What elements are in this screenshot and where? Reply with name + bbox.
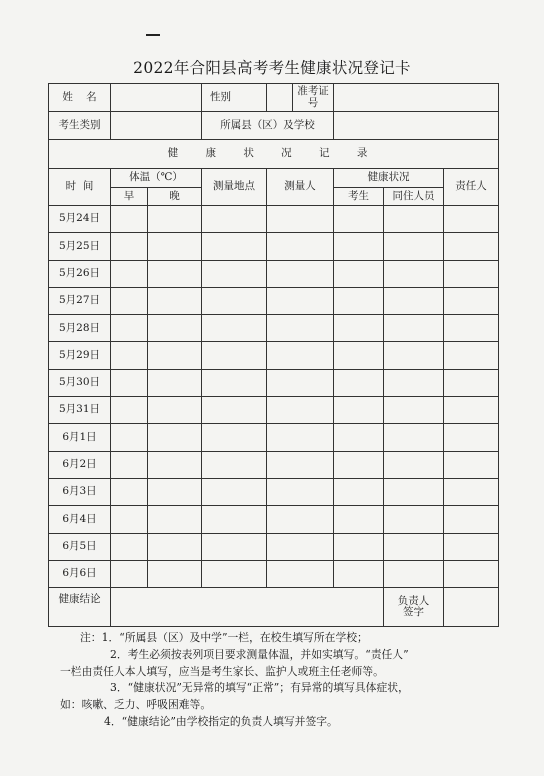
table-row (49, 206, 499, 233)
evening-temp-cell[interactable] (148, 287, 202, 314)
measurer-cell[interactable] (267, 533, 334, 560)
morning-temp-cell[interactable] (111, 397, 148, 424)
location-cell[interactable] (202, 397, 267, 424)
examinee-health-cell[interactable] (334, 451, 384, 478)
date-cell: 5月24日 (49, 206, 111, 233)
evening-header: 晚 (148, 188, 202, 206)
evening-temp-cell[interactable] (148, 560, 202, 587)
note-1: 注：1．“所属县（区）及中学”一栏，在校生填写所在学校； (80, 631, 368, 644)
stray-mark (146, 34, 160, 36)
table-row (49, 287, 499, 314)
location-cell[interactable] (202, 478, 267, 505)
cohabitant-health-cell[interactable] (384, 260, 444, 287)
morning-temp-cell[interactable] (111, 260, 148, 287)
date-cell: 5月27日 (49, 287, 111, 314)
name-field[interactable] (111, 84, 202, 112)
morning-temp-cell[interactable] (111, 342, 148, 369)
morning-temp-cell[interactable] (111, 369, 148, 396)
examinee-header: 考生 (334, 188, 384, 206)
row-name (49, 84, 499, 112)
county-school-label: 所属县（区）及学校 (202, 112, 334, 140)
record-title: 健 康 状 况 记 录 (49, 140, 499, 169)
time-header: 时 间 (49, 169, 111, 206)
table-row (49, 315, 499, 342)
measurer-cell[interactable] (267, 397, 334, 424)
date-cell: 6月5日 (49, 533, 111, 560)
page-title: 2022年合阳县高考考生健康状况登记卡 (133, 59, 411, 77)
cohabitant-health-cell[interactable] (384, 342, 444, 369)
cohabitant-health-cell[interactable] (384, 233, 444, 260)
responsible-header: 责任人 (444, 169, 499, 206)
table-row (49, 424, 499, 451)
cohabitant-health-cell[interactable] (384, 424, 444, 451)
responsible-cell[interactable] (444, 451, 499, 478)
responsible-cell[interactable] (444, 287, 499, 314)
examinee-health-cell[interactable] (334, 206, 384, 233)
examinee-health-cell[interactable] (334, 397, 384, 424)
table-row (49, 342, 499, 369)
location-cell[interactable] (202, 342, 267, 369)
table-row (49, 369, 499, 396)
measurer-cell[interactable] (267, 424, 334, 451)
responsible-cell[interactable] (444, 369, 499, 396)
date-cell: 5月29日 (49, 342, 111, 369)
row-category (49, 112, 499, 140)
exam-no-label: 准考证号 (297, 84, 329, 109)
note-2: 2．考生必须按表列项目要求测量体温，并如实填写。“责任人” (110, 647, 409, 661)
table-row (49, 478, 499, 505)
location-cell[interactable] (202, 451, 267, 478)
row-conclusion (49, 588, 499, 627)
conclusion-field[interactable] (111, 588, 384, 627)
table-row (49, 451, 499, 478)
examinee-health-cell[interactable] (334, 315, 384, 342)
signature-field[interactable] (444, 588, 499, 627)
date-cell: 5月31日 (49, 397, 111, 424)
evening-temp-cell[interactable] (148, 315, 202, 342)
date-cell: 5月28日 (49, 315, 111, 342)
date-cell: 6月4日 (49, 506, 111, 533)
table-row (49, 260, 499, 287)
cohabitant-health-cell[interactable] (384, 506, 444, 533)
health-registration-table (48, 83, 499, 627)
row-record-title (49, 140, 499, 169)
morning-temp-cell[interactable] (111, 424, 148, 451)
temperature-header: 体温（℃） (111, 169, 202, 188)
table-row (49, 233, 499, 260)
location-header: 测量地点 (202, 169, 267, 206)
evening-temp-cell[interactable] (148, 206, 202, 233)
measurer-cell[interactable] (267, 369, 334, 396)
measurer-cell[interactable] (267, 451, 334, 478)
gender-label: 性别 (202, 84, 267, 112)
location-cell[interactable] (202, 315, 267, 342)
cohabitant-health-cell[interactable] (384, 315, 444, 342)
note-4: 4．“健康结论”由学校指定的负责人填写并签字。 (104, 714, 338, 728)
evening-temp-cell[interactable] (148, 451, 202, 478)
responsible-cell[interactable] (444, 315, 499, 342)
evening-temp-cell[interactable] (148, 233, 202, 260)
signer-label: 负责人 签字 (384, 588, 444, 627)
location-cell[interactable] (202, 424, 267, 451)
location-cell[interactable] (202, 369, 267, 396)
note-3: 3．“健康状况”无异常的填写“正常”；有异常的填写具体症状， (110, 681, 409, 695)
evening-temp-cell[interactable] (148, 506, 202, 533)
measurer-cell[interactable] (267, 560, 334, 587)
examinee-health-cell[interactable] (334, 287, 384, 314)
examinee-health-cell[interactable] (334, 260, 384, 287)
responsible-cell[interactable] (444, 233, 499, 260)
cohabitant-health-cell[interactable] (384, 397, 444, 424)
measurer-cell[interactable] (267, 287, 334, 314)
location-cell[interactable] (202, 506, 267, 533)
examinee-health-cell[interactable] (334, 478, 384, 505)
cohabitant-health-cell[interactable] (384, 451, 444, 478)
health-header: 健康状况 (334, 169, 444, 188)
date-cell: 6月2日 (49, 451, 111, 478)
morning-temp-cell[interactable] (111, 233, 148, 260)
responsible-cell[interactable] (444, 560, 499, 587)
evening-temp-cell[interactable] (148, 342, 202, 369)
examinee-health-cell[interactable] (334, 424, 384, 451)
responsible-cell[interactable] (444, 260, 499, 287)
cohabitant-health-cell[interactable] (384, 369, 444, 396)
date-cell: 6月3日 (49, 478, 111, 505)
morning-temp-cell[interactable] (111, 560, 148, 587)
responsible-cell[interactable] (444, 478, 499, 505)
table-row (49, 533, 499, 560)
morning-header: 早 (111, 188, 148, 206)
evening-temp-cell[interactable] (148, 260, 202, 287)
location-cell[interactable] (202, 206, 267, 233)
cohabitant-health-cell[interactable] (384, 533, 444, 560)
measurer-cell[interactable] (267, 206, 334, 233)
evening-temp-cell[interactable] (148, 478, 202, 505)
date-cell: 6月1日 (49, 424, 111, 451)
exam-no-field[interactable] (334, 84, 499, 112)
examinee-health-cell[interactable] (334, 533, 384, 560)
gender-field[interactable] (267, 84, 334, 112)
morning-temp-cell[interactable] (111, 451, 148, 478)
morning-temp-cell[interactable] (111, 315, 148, 342)
responsible-cell[interactable] (444, 206, 499, 233)
evening-temp-cell[interactable] (148, 369, 202, 396)
examinee-health-cell[interactable] (334, 233, 384, 260)
location-cell[interactable] (202, 233, 267, 260)
evening-temp-cell[interactable] (148, 397, 202, 424)
morning-temp-cell[interactable] (111, 287, 148, 314)
morning-temp-cell[interactable] (111, 478, 148, 505)
morning-temp-cell[interactable] (111, 506, 148, 533)
location-cell[interactable] (202, 560, 267, 587)
location-cell[interactable] (202, 533, 267, 560)
responsible-cell[interactable] (444, 342, 499, 369)
measurer-cell[interactable] (267, 506, 334, 533)
morning-temp-cell[interactable] (111, 206, 148, 233)
measurer-header: 测量人 (267, 169, 334, 206)
location-cell[interactable] (202, 260, 267, 287)
examinee-health-cell[interactable] (334, 342, 384, 369)
date-cell: 6月6日 (49, 560, 111, 587)
measurer-cell[interactable] (267, 478, 334, 505)
measurer-cell[interactable] (267, 260, 334, 287)
category-label: 考生类别 (49, 112, 111, 140)
county-school-field[interactable] (334, 112, 499, 140)
examinee-health-cell[interactable] (334, 506, 384, 533)
cohabitant-header: 同住人员 (384, 188, 444, 206)
notes (60, 630, 500, 731)
date-cell: 5月26日 (49, 260, 111, 287)
responsible-cell[interactable] (444, 424, 499, 451)
header-row-1 (49, 169, 499, 188)
evening-temp-cell[interactable] (148, 424, 202, 451)
table-row (49, 506, 499, 533)
table-row (49, 560, 499, 587)
measurer-cell[interactable] (267, 315, 334, 342)
examinee-health-cell[interactable] (334, 369, 384, 396)
date-cell: 5月25日 (49, 233, 111, 260)
responsible-cell[interactable] (444, 506, 499, 533)
evening-temp-cell[interactable] (148, 533, 202, 560)
conclusion-label: 健康结论 (49, 588, 111, 627)
cohabitant-health-cell[interactable] (384, 478, 444, 505)
note-3-cont: 如：咳嗽、乏力、呼吸困难等。 (60, 698, 212, 712)
table-row (49, 397, 499, 424)
cohabitant-health-cell[interactable] (384, 560, 444, 587)
cohabitant-health-cell[interactable] (384, 287, 444, 314)
measurer-cell[interactable] (267, 233, 334, 260)
examinee-health-cell[interactable] (334, 560, 384, 587)
category-field[interactable] (111, 112, 202, 140)
note-2-cont: 一栏由责任人本人填写，应当是考生家长、监护人或班主任老师等。 (60, 664, 384, 678)
name-label: 姓 名 (49, 84, 111, 112)
responsible-cell[interactable] (444, 533, 499, 560)
measurer-cell[interactable] (267, 342, 334, 369)
cohabitant-health-cell[interactable] (384, 206, 444, 233)
responsible-cell[interactable] (444, 397, 499, 424)
location-cell[interactable] (202, 287, 267, 314)
date-cell: 5月30日 (49, 369, 111, 396)
morning-temp-cell[interactable] (111, 533, 148, 560)
